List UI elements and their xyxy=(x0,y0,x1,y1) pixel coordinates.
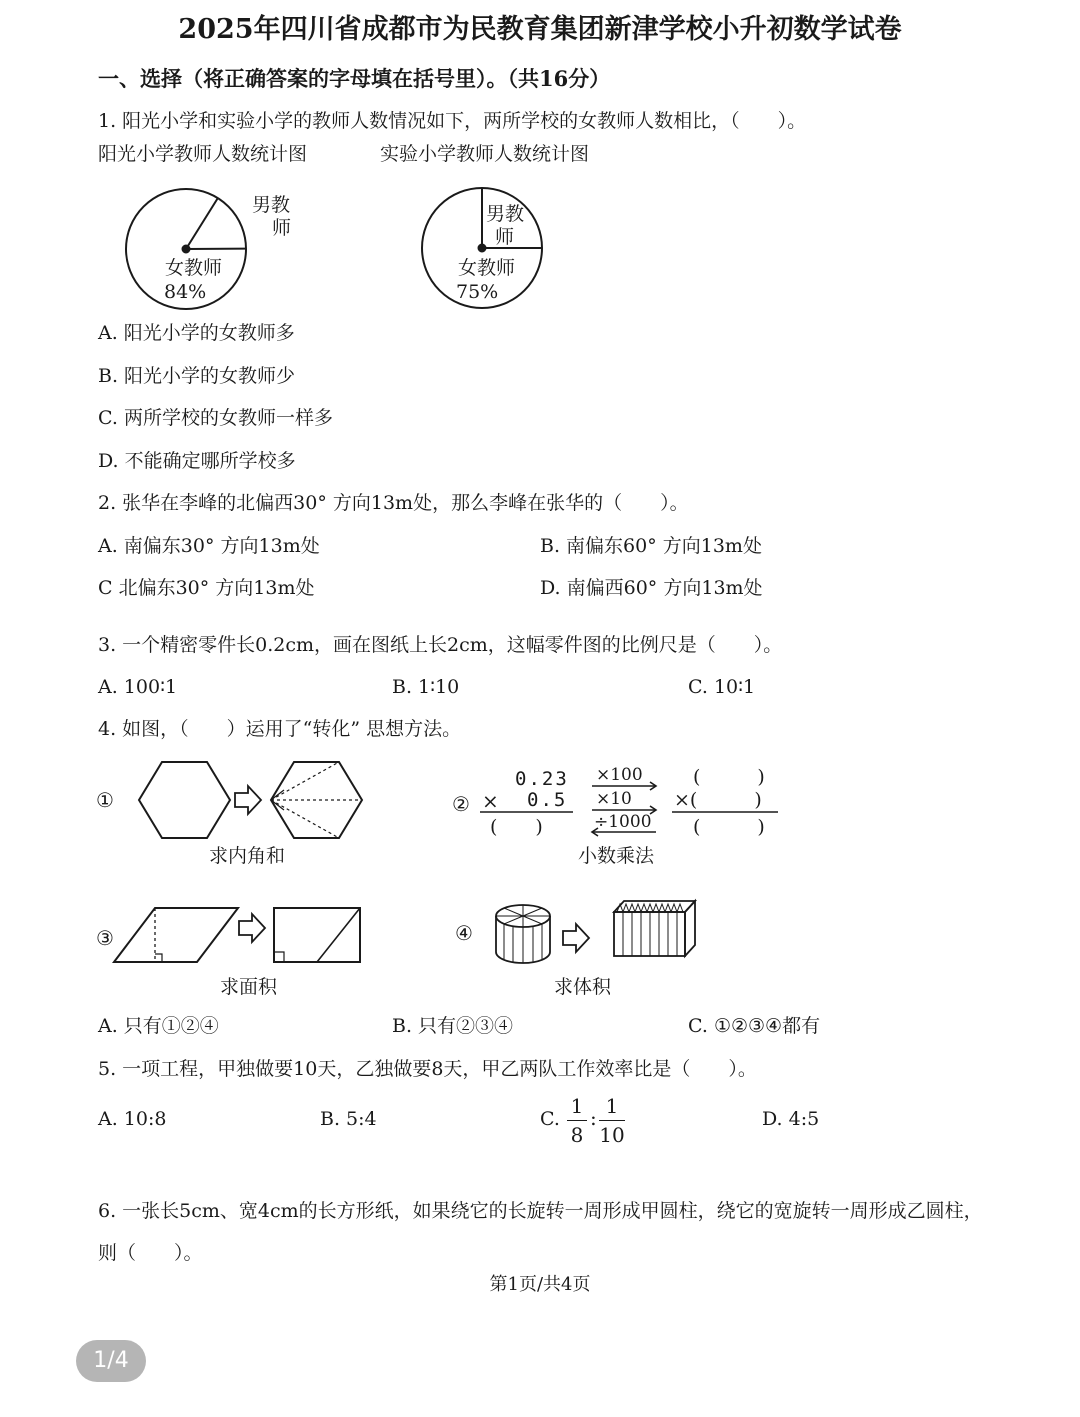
rectangle-right-angle xyxy=(274,952,284,962)
q5-option-a: A. 10:8 xyxy=(98,1108,167,1130)
fig2-top-number: 0.23 xyxy=(515,768,569,790)
pie-b-male-label-1: 男教 xyxy=(486,203,525,225)
fig1-hexagons xyxy=(139,762,362,838)
fig4-caption: 求体积 xyxy=(554,976,612,998)
q1-chart-a-title: 阳光小学教师人数统计图 xyxy=(98,143,308,165)
page-indicator[interactable]: 1/4 xyxy=(76,1340,146,1382)
q4-option-a: A. 只有①②④ xyxy=(98,1015,219,1037)
cylinder-top-sectors xyxy=(496,905,550,927)
rectangle xyxy=(274,908,360,962)
pie-a-center xyxy=(183,246,190,253)
q2-option-a: A. 南偏东30° 方向13m处 xyxy=(98,535,320,557)
arrow-right-icon xyxy=(239,914,265,942)
q4-option-c: C. ①②③④都有 xyxy=(688,1015,821,1037)
pie-a-female-label: 女教师 xyxy=(165,257,223,279)
q5-option-d: D. 4:5 xyxy=(762,1108,820,1130)
fig2-arrow2-label: ×10 xyxy=(596,789,632,809)
q3-stem: 3. 一个精密零件长0.2cm，画在图纸上长2cm，这幅零件图的比例尺是（ ）。 xyxy=(98,634,783,656)
arrow-right-icon xyxy=(563,924,589,952)
hexagon-diagonals xyxy=(271,762,362,838)
fig2-arrow1-label: ×100 xyxy=(596,765,643,785)
fraction-2-denominator: 10 xyxy=(599,1123,625,1147)
fig2-caption: 小数乘法 xyxy=(578,845,655,867)
fig2-arrow3-label: ÷1000 xyxy=(594,812,652,832)
fig3-shapes xyxy=(114,908,360,962)
q2-option-b: B. 南偏东60° 方向13m处 xyxy=(540,535,762,557)
fig4-number: ④ xyxy=(455,921,473,945)
q5-stem: 5. 一项工程，甲独做要10天，乙独做要8天，甲乙两队工作效率比是（ ）。 xyxy=(98,1058,757,1080)
q1-option-c: C. 两所学校的女教师一样多 xyxy=(98,407,333,429)
right-angle-mark xyxy=(155,954,162,962)
fig2-product-paren: ( ) xyxy=(490,816,543,838)
pie-a-male-label-1: 男教 xyxy=(252,194,291,216)
pie-a-male-label-2: 师 xyxy=(272,217,292,239)
q1-chart-b-title: 实验小学教师人数统计图 xyxy=(380,143,590,165)
fig4-shapes xyxy=(496,901,695,963)
q5-option-b: B. 5:4 xyxy=(320,1108,377,1130)
q2-option-c: C 北偏东30° 方向13m处 xyxy=(98,577,315,599)
fig2-result-middle: ×( ) xyxy=(674,789,762,811)
arrow-right-icon xyxy=(235,786,261,814)
q1-option-b: B. 阳光小学的女教师少 xyxy=(98,365,296,387)
q5-option-c-colon: : xyxy=(590,1106,597,1130)
q6-line2: 则（ ）。 xyxy=(98,1242,203,1264)
q5-option-c-label: C. xyxy=(540,1108,560,1130)
hexagon-plain xyxy=(139,762,230,838)
q3-option-b: B. 1∶10 xyxy=(392,676,460,698)
page-footer: 第1页/共4页 xyxy=(489,1274,591,1295)
fig2-result-top: ( ) xyxy=(693,766,765,788)
fig1-caption: 求内角和 xyxy=(209,845,286,867)
fraction-2-numerator: 1 xyxy=(605,1094,619,1118)
parallelogram xyxy=(114,908,238,962)
page-title: 2025年四川省成都市为民教育集团新津学校小升初数学试卷 xyxy=(178,14,902,45)
cylinder-strips xyxy=(504,924,542,963)
pie-b-center xyxy=(479,245,486,252)
q2-option-d: D. 南偏西60° 方向13m处 xyxy=(540,577,763,599)
fig2-mult-sign: × xyxy=(482,789,499,813)
pie-b-male-label-2: 师 xyxy=(495,226,515,248)
q6-line1: 6. 一张长5cm、宽4cm的长方形纸，如果绕它的长旋转一周形成甲圆柱，绕它的宽旋转一周形成乙圆柱， xyxy=(98,1200,983,1222)
fig3-number: ③ xyxy=(96,926,114,950)
fig3-caption: 求面积 xyxy=(220,976,278,998)
fig1-number: ① xyxy=(96,788,114,812)
pie-a-female-percent: 84% xyxy=(164,281,207,303)
fraction-1-numerator: 1 xyxy=(570,1094,584,1118)
q3-option-a: A. 100∶1 xyxy=(98,676,178,698)
section-heading: 一、选择（将正确答案的字母填在括号里）。（共16分） xyxy=(98,66,611,91)
cuboid-side xyxy=(685,901,695,956)
rectangle-cut xyxy=(317,908,360,962)
pie-a-radius-start xyxy=(186,198,218,249)
q3-option-c: C. 10∶1 xyxy=(688,676,756,698)
q5-option-c-fraction-2 xyxy=(599,1096,625,1145)
q1-stem: 1. 阳光小学和实验小学的教师人数情况如下，两所学校的女教师人数相比，（ ）。 xyxy=(98,110,807,132)
pie-b-female-percent: 75% xyxy=(456,281,499,303)
q2-stem: 2. 张华在李峰的北偏西30° 方向13m处，那么李峰在张华的（ ）。 xyxy=(98,492,689,514)
q5-option-c-fraction-1 xyxy=(567,1096,587,1145)
fig2-number: ② xyxy=(452,792,470,816)
q1-option-a: A. 阳光小学的女教师多 xyxy=(98,322,295,344)
pie-b-female-label: 女教师 xyxy=(458,257,516,279)
q4-stem: 4. 如图，（ ）运用了“转化” 思想方法。 xyxy=(98,718,462,740)
q1-option-d: D. 不能确定哪所学校多 xyxy=(98,450,296,472)
fig2-result-bottom: ( ) xyxy=(693,816,765,838)
fig2-bottom-number: 0.5 xyxy=(527,789,568,811)
q4-option-b: B. 只有②③④ xyxy=(392,1015,514,1037)
fraction-1-denominator: 8 xyxy=(570,1123,584,1147)
